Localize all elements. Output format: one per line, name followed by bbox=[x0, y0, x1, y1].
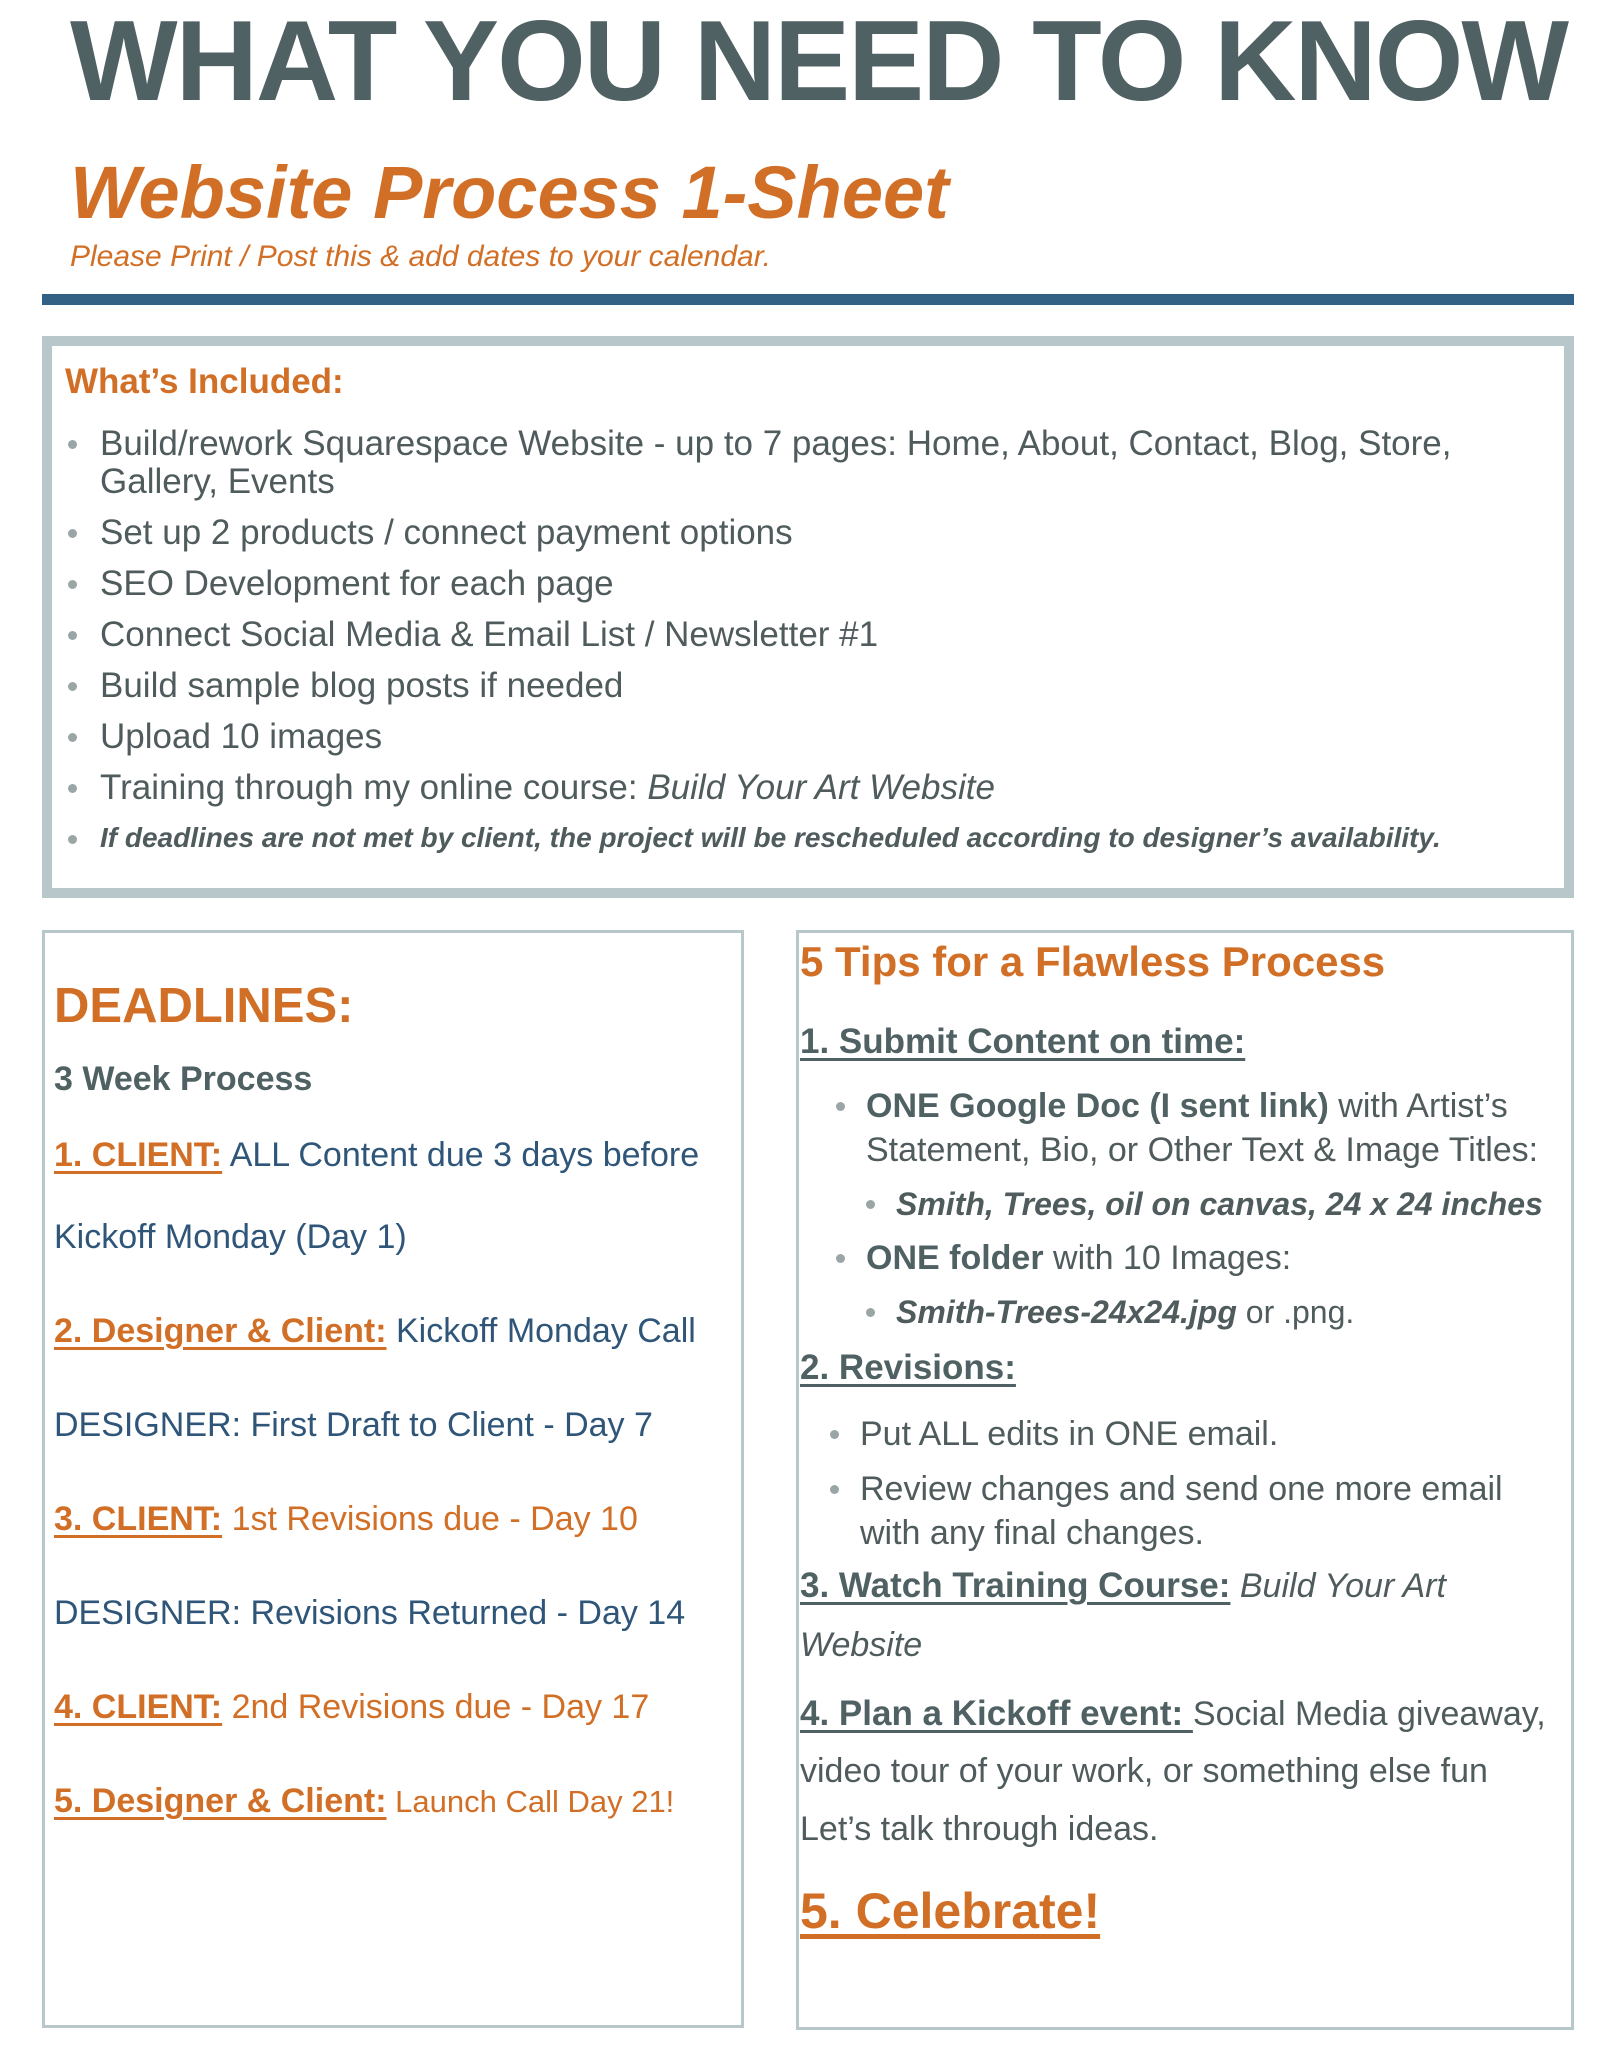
tip-4 bbox=[800, 1694, 1546, 1734]
process-duration: 3 Week Process bbox=[54, 1060, 313, 1098]
deadlines-heading: DEADLINES: bbox=[54, 979, 354, 1033]
tip-3-heading: 3. Watch Training Course: bbox=[800, 1566, 1231, 1605]
deadline-step-5-text: Launch Call Day 21! bbox=[386, 1784, 675, 1819]
tip-4-text: Social Media giveaway, bbox=[1192, 1695, 1546, 1733]
tip-1-example-file-name: Smith-Trees-24x24.jpg bbox=[896, 1294, 1237, 1330]
tip-1-example-title bbox=[896, 1182, 1543, 1226]
deadline-step-5 bbox=[54, 1782, 674, 1821]
tip-2-heading: 2. Revisions: bbox=[800, 1348, 1016, 1387]
tip-2-bullet-2-cont: with any final changes. bbox=[860, 1514, 1204, 1552]
tip-2-bullet-2 bbox=[860, 1467, 1560, 1555]
list-item: Build sample blog posts if needed bbox=[100, 667, 1540, 705]
deadline-note: If deadlines are not met by client, the project will be rescheduled according to designer’s availability. bbox=[100, 820, 1540, 856]
page-title: WHAT YOU NEED TO KNOW bbox=[70, 0, 1567, 125]
tip-4-heading: 4. Plan a Kickoff event: bbox=[800, 1694, 1193, 1733]
tip-3-text: Build Your Art bbox=[1230, 1567, 1446, 1605]
deadline-step-3-text: 1st Revisions due - Day 10 bbox=[222, 1500, 638, 1538]
tip-1-example-file-ext: or .png. bbox=[1236, 1294, 1355, 1330]
tip-3-cont: Website bbox=[800, 1626, 923, 1664]
designer-revisions: DESIGNER: Revisions Returned - Day 14 bbox=[54, 1594, 686, 1632]
training-prefix: Training through my online course: bbox=[100, 768, 648, 807]
tip-1-example-file bbox=[896, 1290, 1354, 1334]
deadline-step-4 bbox=[54, 1688, 649, 1727]
tip-1-doc-bold: ONE Google Doc (I sent link) bbox=[866, 1087, 1329, 1125]
tip-1-folder-bold: ONE folder bbox=[866, 1239, 1044, 1277]
list-item-training bbox=[100, 769, 1540, 807]
header-divider bbox=[42, 294, 1574, 305]
list-item: Upload 10 images bbox=[100, 718, 1540, 756]
tip-2-bullet-1: Put ALL edits in ONE email. bbox=[860, 1412, 1278, 1456]
tip-1-folder-text: with 10 Images: bbox=[1043, 1239, 1292, 1277]
list-item: Set up 2 products / connect payment options bbox=[100, 514, 1540, 552]
deadline-step-4-label: 4. CLIENT: bbox=[54, 1688, 223, 1726]
tip-1-bullet-folder bbox=[866, 1236, 1291, 1280]
tip-1-doc-text: with Artist’s bbox=[1328, 1087, 1508, 1125]
tip-4-line-3: Let’s talk through ideas. bbox=[800, 1810, 1159, 1848]
list-item: Build/rework Squarespace Website - up to 7 pages: Home, About, Contact, Blog, Store, Gallery, Events bbox=[100, 425, 1540, 501]
deadline-step-1 bbox=[54, 1136, 699, 1175]
tip-1-heading: 1. Submit Content on time: bbox=[800, 1022, 1246, 1061]
page-subtitle: Website Process 1-Sheet bbox=[70, 151, 949, 234]
tip-4-line-2: video tour of your work, or something else fun bbox=[800, 1752, 1488, 1790]
tips-heading: 5 Tips for a Flawless Process bbox=[800, 938, 1386, 985]
deadline-step-3-label: 3. CLIENT: bbox=[54, 1500, 223, 1538]
included-list bbox=[100, 425, 1540, 869]
deadline-step-1-text: ALL Content due 3 days before bbox=[222, 1136, 700, 1174]
deadline-step-4-text: 2nd Revisions due - Day 17 bbox=[222, 1688, 650, 1726]
deadline-step-2 bbox=[54, 1312, 696, 1351]
deadline-step-2-label: 2. Designer & Client: bbox=[54, 1312, 387, 1350]
deadline-step-5-label: 5. Designer & Client: bbox=[54, 1782, 387, 1820]
deadline-step-3 bbox=[54, 1500, 638, 1539]
tip-3 bbox=[800, 1566, 1446, 1606]
deadline-step-1-cont: Kickoff Monday (Day 1) bbox=[54, 1218, 407, 1256]
tip-2-bullet-2-text: Review changes and send one more email bbox=[860, 1470, 1503, 1508]
tip-1-example-title-text: Smith, Trees, oil on canvas, 24 x 24 inches bbox=[896, 1186, 1543, 1222]
list-item: Connect Social Media & Email List / Newsletter #1 bbox=[100, 616, 1540, 654]
training-course: Build Your Art Website bbox=[647, 768, 995, 807]
tip-1-doc-cont: Statement, Bio, or Other Text & Image Titles: bbox=[866, 1131, 1539, 1169]
print-note: Please Print / Post this & add dates to your calendar. bbox=[70, 240, 771, 273]
designer-draft: DESIGNER: First Draft to Client - Day 7 bbox=[54, 1406, 653, 1444]
deadline-step-2-text: Kickoff Monday Call bbox=[386, 1312, 696, 1350]
tip-1-bullet-doc bbox=[866, 1084, 1566, 1172]
tip-5-celebrate: 5. Celebrate! bbox=[800, 1883, 1101, 1939]
list-item: SEO Development for each page bbox=[100, 565, 1540, 603]
included-heading: What’s Included: bbox=[65, 362, 344, 401]
deadline-step-1-label: 1. CLIENT: bbox=[54, 1136, 223, 1174]
